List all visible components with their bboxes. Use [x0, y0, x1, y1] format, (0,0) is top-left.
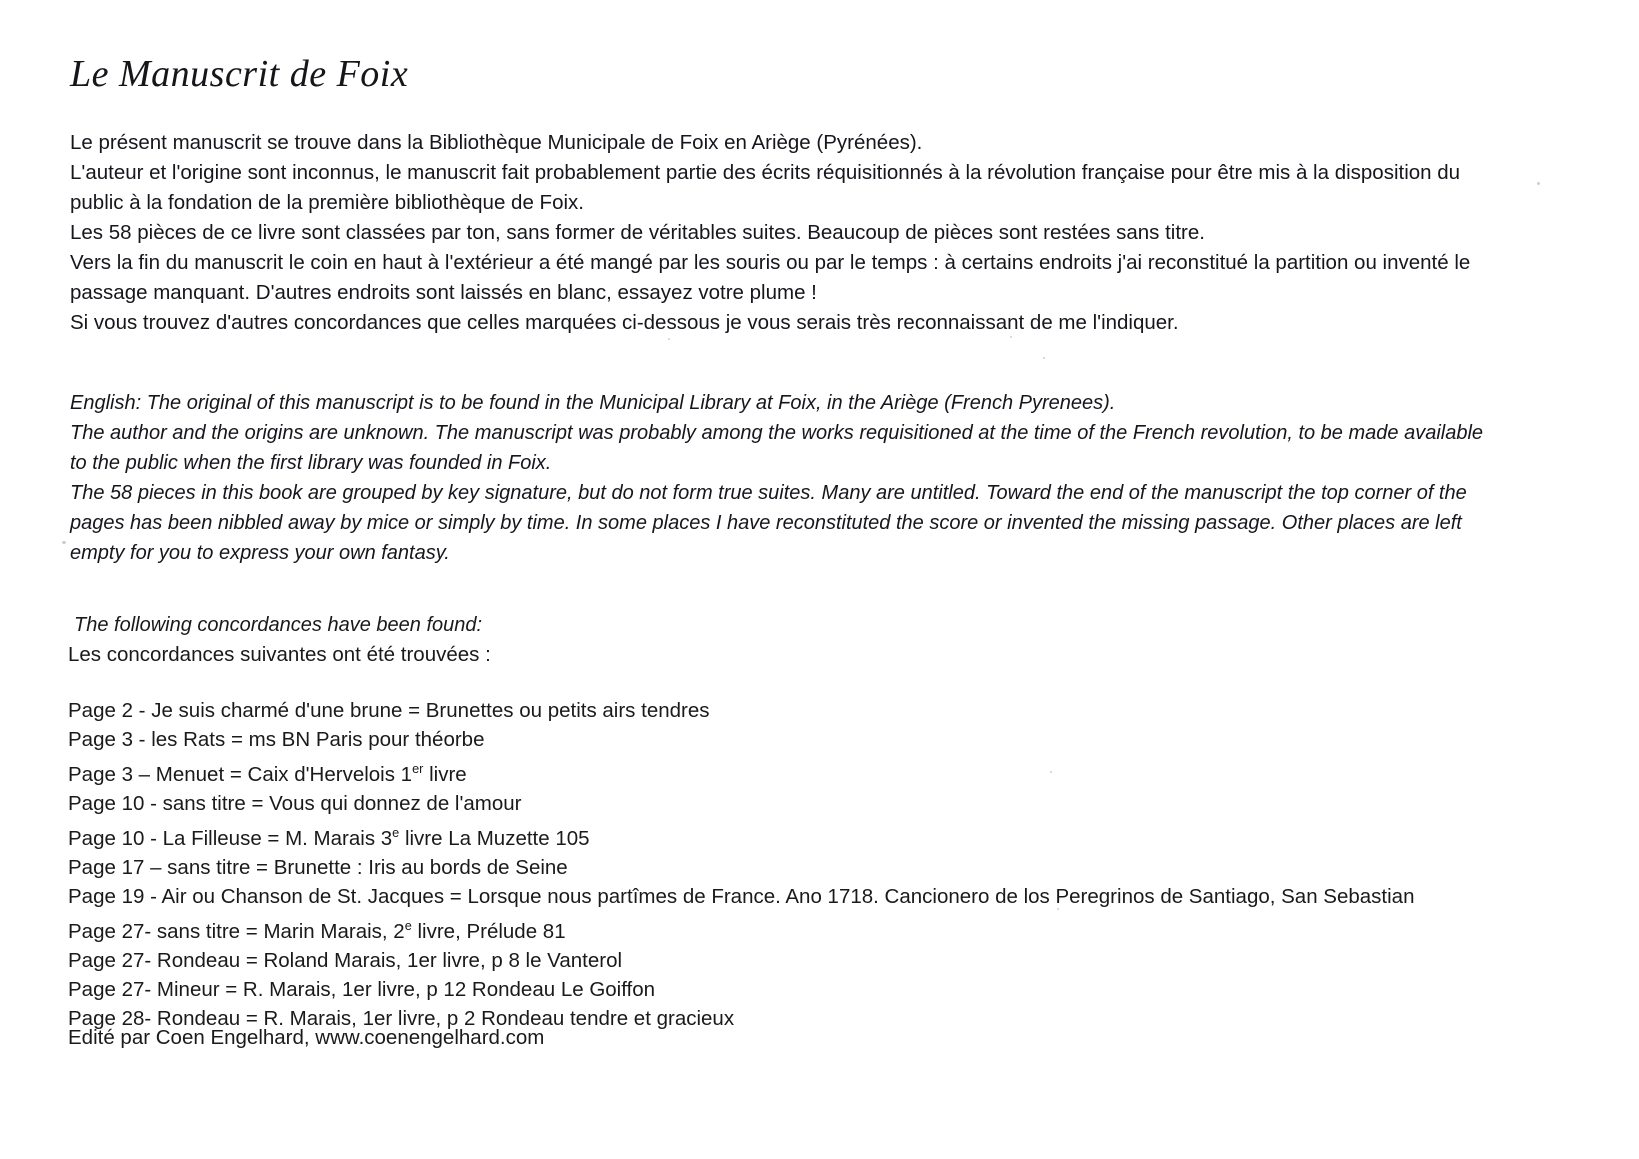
french-intro-text [70, 128, 1490, 338]
french-paragraph-1: Le présent manuscrit se trouve dans la Bibliothèque Municipale de Foix en Ariège (Pyrénées). [70, 131, 923, 154]
scan-speck [1010, 336, 1012, 338]
concordance-sep: - [144, 885, 162, 909]
list-item [68, 911, 1568, 946]
concordance-page: Page 17 [68, 856, 145, 880]
english-intro-text [70, 388, 1490, 568]
french-paragraph-2: L'auteur et l'origine sont inconnus, le manuscrit fait probablement partie des écrits réquisitionnés à la révolution française pour être mis à la disposition du public à la fondation de la première bibliothèque de Foix. [70, 161, 1461, 214]
concordance-superscript: e [404, 918, 412, 934]
concordance-sep: - [144, 827, 163, 851]
concordance-page: Page 28- [68, 1007, 152, 1031]
french-paragraph-5: Si vous trouvez d'autres concordances que celles marquées ci-dessous je vous serais très reconnaissant de me l'indiquer. [70, 311, 1179, 334]
english-paragraph-1-text: The original of this manuscript is to be found in the Municipal Library at Foix, in the Ariège (French Pyrenees). [146, 392, 1116, 414]
french-paragraph-4: Vers la fin du manuscrit le coin en haut à l'extérieur a été mangé par les souris ou par le temps : à certains endroits j'ai reconstitué la partition ou inventé le passage manquant. D'autres endroits sont laissés en blanc, essayez votre plume ! [70, 251, 1471, 304]
concordance-superscript: er [412, 761, 424, 777]
list-item [68, 853, 1568, 882]
concordance-text: Mineur = R. Marais, 1er livre, p 12 Rondeau Le Goiffon [156, 978, 656, 1002]
scan-speck [62, 541, 66, 544]
concordance-text-after: livre [423, 763, 467, 787]
concordance-page: Page 27- [68, 978, 152, 1002]
concordance-text: Rondeau = Roland Marais, 1er livre, p 8 le Vanterol [156, 949, 623, 973]
concordance-text: La Filleuse = M. Marais 3 [162, 827, 393, 851]
concordance-page: Page 27- [68, 949, 152, 973]
scan-speck [1050, 771, 1052, 773]
concordance-page: Page 19 [68, 885, 145, 909]
page-title: Le Manuscrit de Foix [70, 53, 409, 95]
list-item [68, 696, 1568, 725]
concordance-sep: – [132, 763, 156, 787]
english-paragraph-2: The author and the origins are unknown. The manuscript was probably among the works requisitioned at the time of the French revolution, to be made available to the public when the first library was founded in Foix. [70, 422, 1484, 474]
list-item [68, 818, 1568, 853]
concordance-page: Page 3 [68, 728, 133, 752]
concordance-text: les Rats = ms BN Paris pour théorbe [151, 728, 485, 752]
list-item [68, 725, 1568, 754]
list-item [68, 946, 1568, 975]
english-label: English: [70, 392, 142, 414]
list-item [68, 882, 1568, 911]
concordance-superscript: e [392, 825, 400, 841]
concordance-sep: - [144, 792, 163, 816]
concordance-page: Page 27- [68, 920, 152, 944]
scan-speck [1057, 908, 1059, 910]
concordance-text: sans titre = Vous qui donnez de l'amour [162, 792, 522, 816]
list-item [68, 789, 1568, 818]
list-item [68, 754, 1568, 789]
concordances-list [68, 696, 1568, 1034]
concordance-text: Air ou Chanson de St. Jacques = Lorsque nous partîmes de France. Ano 1718. Cancionero de los Peregrinos de Santiago, San Sebastian [161, 885, 1415, 909]
concordance-text: Menuet = Caix d'Hervelois 1 [155, 763, 413, 787]
scan-speck [668, 338, 670, 340]
concordances-heading-english: The following concordances have been found: [74, 614, 483, 636]
footer-credit: Edité par Coen Engelhard, www.coenengelhard.com [68, 1026, 545, 1049]
english-paragraph-1 [70, 388, 1490, 418]
concordance-text-after: livre La Muzette 105 [399, 827, 590, 851]
concordances-heading-french: Les concordances suivantes ont été trouvées : [68, 643, 491, 666]
concordance-text: Rondeau = R. Marais, 1er livre, p 2 Rondeau tendre et gracieux [156, 1007, 735, 1031]
concordance-text: Je suis charmé d'une brune = Brunettes ou petits airs tendres [151, 699, 710, 722]
list-item [68, 975, 1568, 1004]
concordance-page: Page 2 [68, 699, 133, 722]
concordance-sep: - [132, 728, 152, 752]
concordance-text-after: livre, Prélude 81 [411, 920, 566, 944]
concordance-sep: – [144, 856, 168, 880]
concordance-text: sans titre = Marin Marais, 2 [156, 920, 405, 944]
english-paragraph-3: The 58 pieces in this book are grouped by key signature, but do not form true suites. Many are untitled. Toward the end of the manuscript the top corner of the pages has been nibbled away by mice or simply by time. In some places I have reconstituted the score or invented the missing passage. Other places are left empty for you to express your own fantasy. [70, 482, 1467, 564]
scan-speck [1537, 182, 1540, 185]
concordance-sep: - [132, 699, 152, 722]
concordance-page: Page 3 [68, 763, 133, 787]
concordance-page: Page 10 [68, 827, 145, 851]
concordance-text: sans titre = Brunette : Iris au bords de Seine [167, 856, 568, 880]
scan-speck [1043, 357, 1045, 359]
concordance-page: Page 10 [68, 792, 145, 816]
french-paragraph-3: Les 58 pièces de ce livre sont classées par ton, sans former de véritables suites. Beaucoup de pièces sont restées sans titre. [70, 221, 1205, 244]
